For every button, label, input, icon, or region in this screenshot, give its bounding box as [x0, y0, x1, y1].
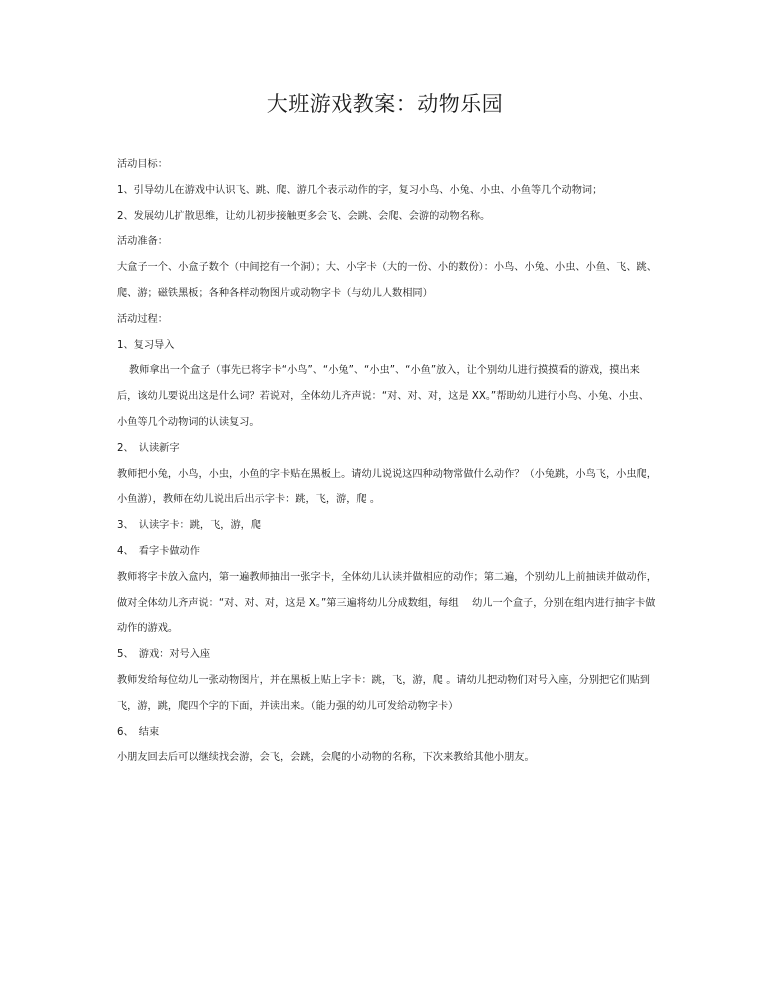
- step-heading-3: 3、 认读字卡：跳，飞，游，爬: [117, 520, 262, 532]
- goal-item-2: 2、发展幼儿扩散思维，让幼儿初步接触更多会飞、会跳、会爬、会游的动物名称。: [117, 210, 491, 222]
- step-heading-5: 5、 游戏：对号入座: [117, 649, 211, 661]
- step-heading-1: 1、复习导入: [117, 339, 175, 351]
- goal-item-1: 1、引导幼儿在游戏中认识飞、跳、爬、游几个表示动作的字，复习小鸟、小兔、小虫、小鱼等几个动物词；: [117, 184, 603, 196]
- step-text-2: 教师把小兔，小鸟，小虫，小鱼的字卡贴在黑板上。请幼儿说说这四种动物常做什么动作？（小兔跳，小鸟飞，小虫爬，小鱼游），教师在幼儿说出后出示字卡：跳，飞，游，爬 。: [117, 468, 657, 506]
- section-heading-goals: 活动目标：: [117, 159, 168, 170]
- section-heading-process: 活动过程：: [117, 313, 168, 325]
- step-text-6: 小朋友回去后可以继续找会游，会飞，会跳，会爬的小动物的名称，下次来教给其他小朋友。: [117, 752, 535, 764]
- document-title: 大班游戏教案：动物乐园: [266, 92, 504, 116]
- step-heading-6: 6、 结束: [117, 726, 160, 738]
- step-text-1: 教师拿出一个盒子（事先已将字卡“小鸟”、“小兔”、“小虫”、“小鱼”放入，让个别幼儿进行摸摸看的游戏，摸出来后，该幼儿要说出这是什么词？若说对，全体幼儿齐声说：“对、对、对，这是 XX。”帮助幼儿进行小鸟、小兔、小虫、小鱼等几个动物词的认读复习。: [117, 365, 650, 428]
- section-heading-preparation: 活动准备：: [117, 236, 168, 248]
- step-heading-2: 2、 认读新字: [117, 442, 180, 454]
- step-heading-4: 4、 看字卡做动作: [117, 545, 200, 557]
- step-text-4: 教师将字卡放入盒内，第一遍教师抽出一张字卡，全体幼儿认读并做相应的动作；第二遍，个别幼儿上前抽读并做动作，做对全体幼儿齐声说：“对、对、对，这是 X。”第三遍将幼儿分成数组，每组 幼儿一个盒子，分别在组内进行抽字卡做动作的游戏。: [117, 571, 657, 635]
- document-body: [117, 152, 657, 771]
- preparation-text: 大盒子一个、小盒子数个（中间挖有一个洞）；大、小字卡（大的一份、小的数份）：小鸟、小兔、小虫、小鱼、飞、跳、爬、游；磁铁黑板；各种各样动物图片或动物字卡（与幼儿人数相同）: [117, 262, 657, 299]
- step-text-5: 教师发给每位幼儿一张动物图片，并在黑板上贴上字卡：跳，飞，游，爬 。请幼儿把动物们对号入座，分别把它们贴到飞，游，跳，爬四个字的下面，并读出来。（能力强的幼儿可发给动物字卡）: [117, 674, 650, 712]
